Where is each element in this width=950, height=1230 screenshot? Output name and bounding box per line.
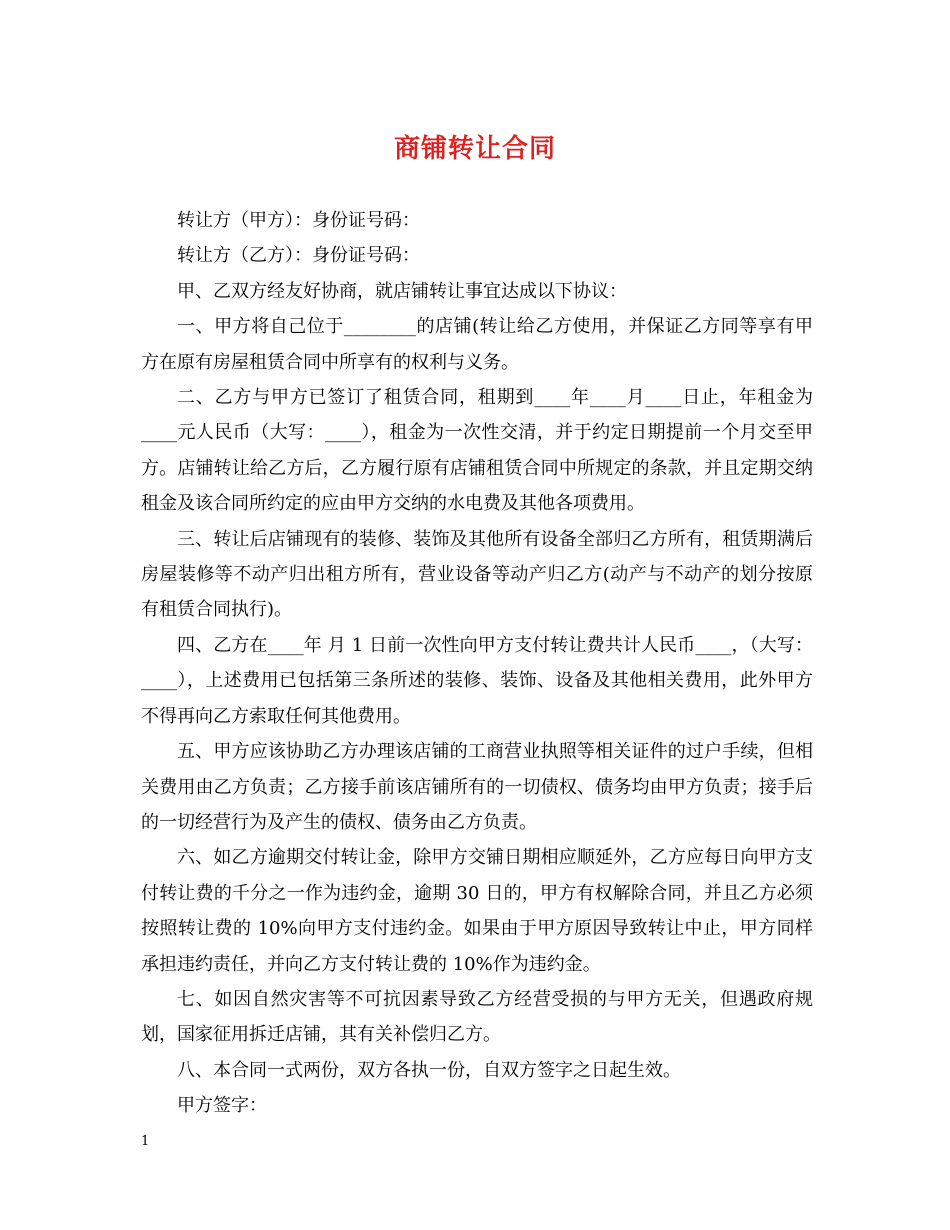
paragraph-signature: 甲方签字： (177, 1095, 267, 1117)
document-body (141, 203, 813, 1124)
paragraph-party-b: 转让方（乙方）：身份证号码： (177, 245, 420, 267)
paragraph-clause-2: 二、乙方与甲方已签订了租赁合同，租期到____年____月____日止，年租金为____元人民币（大写：____），租金为一次性交清，并于约定日期提前一个月交至甲方。店铺转让给乙方后，乙方履行原有店铺租赁合同中所规定的条款，并且定期交纳租金及该合同所约定的应由甲方交纳的水电费及其他各项费用。 (141, 387, 813, 515)
document-title: 商铺转让合同 (393, 134, 556, 164)
page-number: 1 (141, 1134, 150, 1149)
paragraph-clause-8: 八、本合同一式两份，双方各执一份，自双方签字之日起生效。 (177, 1059, 681, 1081)
paragraph-clause-3: 三、转让后店铺现有的装修、装饰及其他所有设备全部归乙方所有，租赁期满后房屋装修等不动产归出租方所有，营业设备等动产归乙方(动产与不动产的划分按原有租赁合同执行)。 (141, 528, 813, 621)
paragraph-preamble: 甲、乙双方经友好协商，就店铺转让事宜达成以下协议： (177, 280, 627, 302)
paragraph-clause-1: 一、甲方将自己位于________的店铺(转让给乙方使用，并保证乙方同等享有甲方在原有房屋租赁合同中所享有的权利与义务。 (141, 316, 813, 373)
paragraph-clause-7: 七、如因自然灾害等不可抗因素导致乙方经营受损的与甲方无关，但遇政府规划，国家征用拆迁店铺，其有关补偿归乙方。 (141, 988, 813, 1046)
paragraph-clause-4: 四、乙方在____年 月 1 日前一次性向甲方支付转让费共计人民币____，（大写：____），上述费用已包括第三条所述的装修、装饰、设备及其他相关费用，此外甲方不得再向乙方索取任何其他费用。 (141, 634, 813, 727)
paragraph-party-a: 转让方（甲方）：身份证号码： (177, 210, 420, 231)
paragraph-clause-6: 六、如乙方逾期交付转让金，除甲方交铺日期相应顺延外，乙方应每日向甲方支付转让费的千分之一作为违约金，逾期 30 日的，甲方有权解除合同，并且乙方必须按照转让费的 10%向甲方支付违约金。如果由于甲方原因导致转让中止，甲方同样承担违约责任，并向乙方支付转让费的 10%作为违约金。 (141, 847, 813, 975)
paragraph-clause-5: 五、甲方应该协助乙方办理该店铺的工商营业执照等相关证件的过户手续，但相关费用由乙方负责；乙方接手前该店铺所有的一切债权、债务均由甲方负责；接手后的一切经营行为及产生的债权、债务由乙方负责。 (141, 741, 813, 833)
